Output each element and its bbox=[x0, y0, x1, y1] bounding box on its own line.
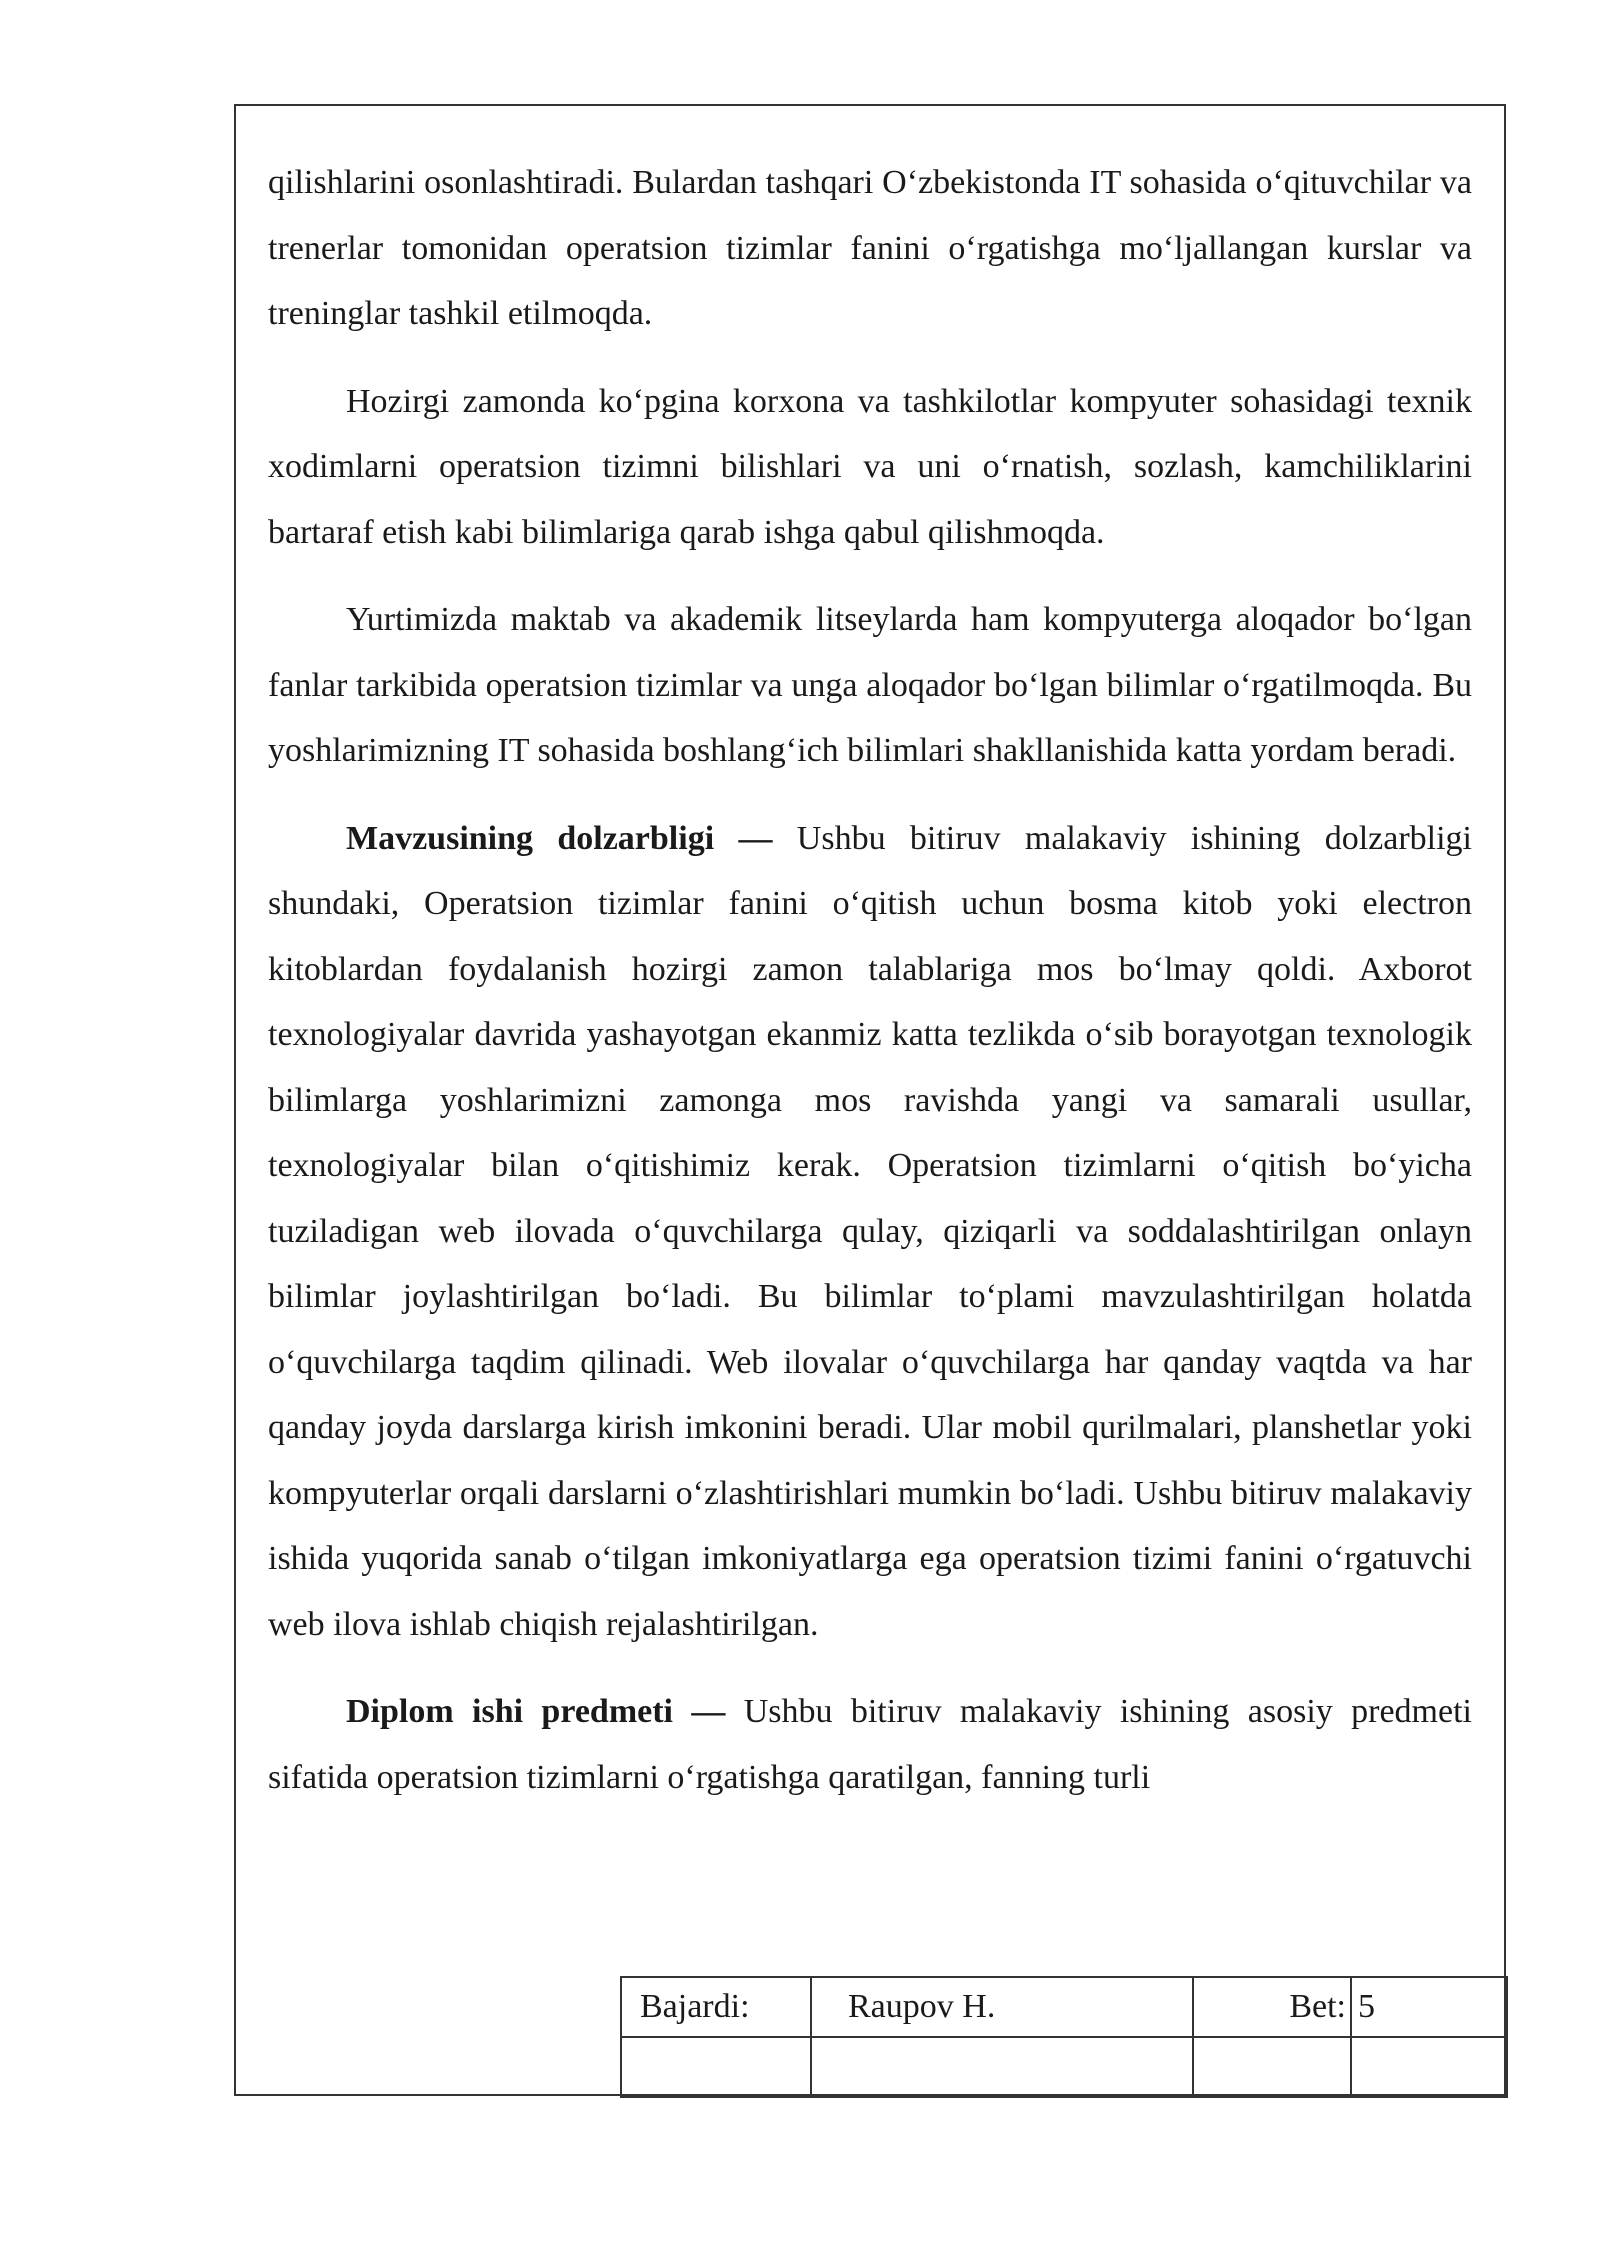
paragraph-1-text: qilishlarini osonlashtiradi. Bulardan tashqari O‘zbekistonda IT sohasida o‘qituvchilar va trenerlar tomonidan operatsion tizimlar fanini o‘rgatishga mo‘ljallangan kurslar va treninglar tashkil etilmoqda. bbox=[268, 164, 1472, 332]
paragraph-predmeti-heading: Diplom ishi predmeti — bbox=[346, 1693, 726, 1730]
paragraph-predmeti bbox=[268, 1679, 1472, 1810]
stamp-empty-cell-2 bbox=[811, 2037, 1193, 2097]
paragraph-3 bbox=[268, 587, 1472, 784]
stamp-empty-cell-3 bbox=[1193, 2037, 1351, 2097]
paragraph-1 bbox=[268, 150, 1472, 347]
title-block-stamp bbox=[620, 1976, 1508, 2098]
paragraph-predmeti-text: Ushbu bitiruv malakaviy ishining asosiy predmeti sifatida operatsion tizimlarni o‘rgatishga qaratilgan, fanning turli bbox=[268, 1693, 1472, 1796]
stamp-page-number: 5 bbox=[1351, 1977, 1507, 2037]
paragraph-dolzarbligi bbox=[268, 806, 1472, 1658]
stamp-row-2 bbox=[621, 2037, 1507, 2097]
stamp-bajardi-label: Bajardi: bbox=[621, 1977, 811, 2037]
stamp-empty-cell-4 bbox=[1351, 2037, 1507, 2097]
paragraph-2-text: Hozirgi zamonda ko‘pgina korxona va tashkilotlar kompyuter sohasidagi texnik xodimlarni operatsion tizimni bilishlari va uni o‘rnatish, sozlash, kamchiliklarini bartaraf etish kabi bilimlariga qarab ishga qabul qilishmoqda. bbox=[268, 382, 1472, 551]
paragraph-dolzarbligi-text: Ushbu bitiruv malakaviy ishining dolzarbligi shundaki, Operatsion tizimlar fanini o‘qitish uchun bosma kitob yoki electron kitoblardan foydalanish hozirgi zamon talablariga mos bo‘lmay qoldi. Axborot texnologiyalar davrida yashayotgan ekanmiz katta tezlikda o‘sib borayotgan texnologik bilimlarga yoshlarimizni zamonga mos ravishda yangi va samarali usullar, texnologiyalar bilan o‘qitishimiz kerak. Operatsion tizimlarni o‘qitish bo‘yicha tuziladigan web ilovada o‘quvchilarga qulay, qiziqarli va soddalashtirilgan onlayn bilimlar joylashtirilgan bo‘ladi. Bu bilimlar to‘plami mavzulashtirilgan holatda o‘quvchilarga taqdim qilinadi. Web ilovalar o‘quvchilarga har qanday vaqtda va har qanday joyda darslarga kirish imkonini beradi. Ular mobil qurilmalari, planshetlar yoki kompyuterlar orqali darslarni o‘zlashtirishlari mumkin bo‘ladi. Ushbu bitiruv malakaviy ishida yuqorida sanab o‘tilgan imkoniyatlarga ega operatsion tizimi fanini o‘rgatuvchi web ilova ishlab chiqish rejalashtirilgan. bbox=[268, 819, 1472, 1643]
paragraph-dolzarbligi-heading: Mavzusining dolzarbligi — bbox=[346, 819, 773, 857]
paragraph-3-text: Yurtimizda maktab va akademik litseylarda ham kompyuterga aloqador bo‘lgan fanlar tarkibida operatsion tizimlar va unga aloqador bo‘lgan bilimlar o‘rgatilmoqda. Bu yoshlarimizning IT sohasida boshlang‘ich bilimlari shakllanishida katta yordam beradi. bbox=[268, 601, 1472, 769]
paragraph-2 bbox=[268, 369, 1472, 566]
stamp-empty-cell-1 bbox=[621, 2037, 811, 2097]
stamp-row-1 bbox=[621, 1977, 1507, 2037]
stamp-bet-label: Bet: bbox=[1193, 1977, 1351, 2037]
document-body bbox=[268, 150, 1472, 1832]
stamp-author-name: Raupov H. bbox=[811, 1977, 1193, 2037]
